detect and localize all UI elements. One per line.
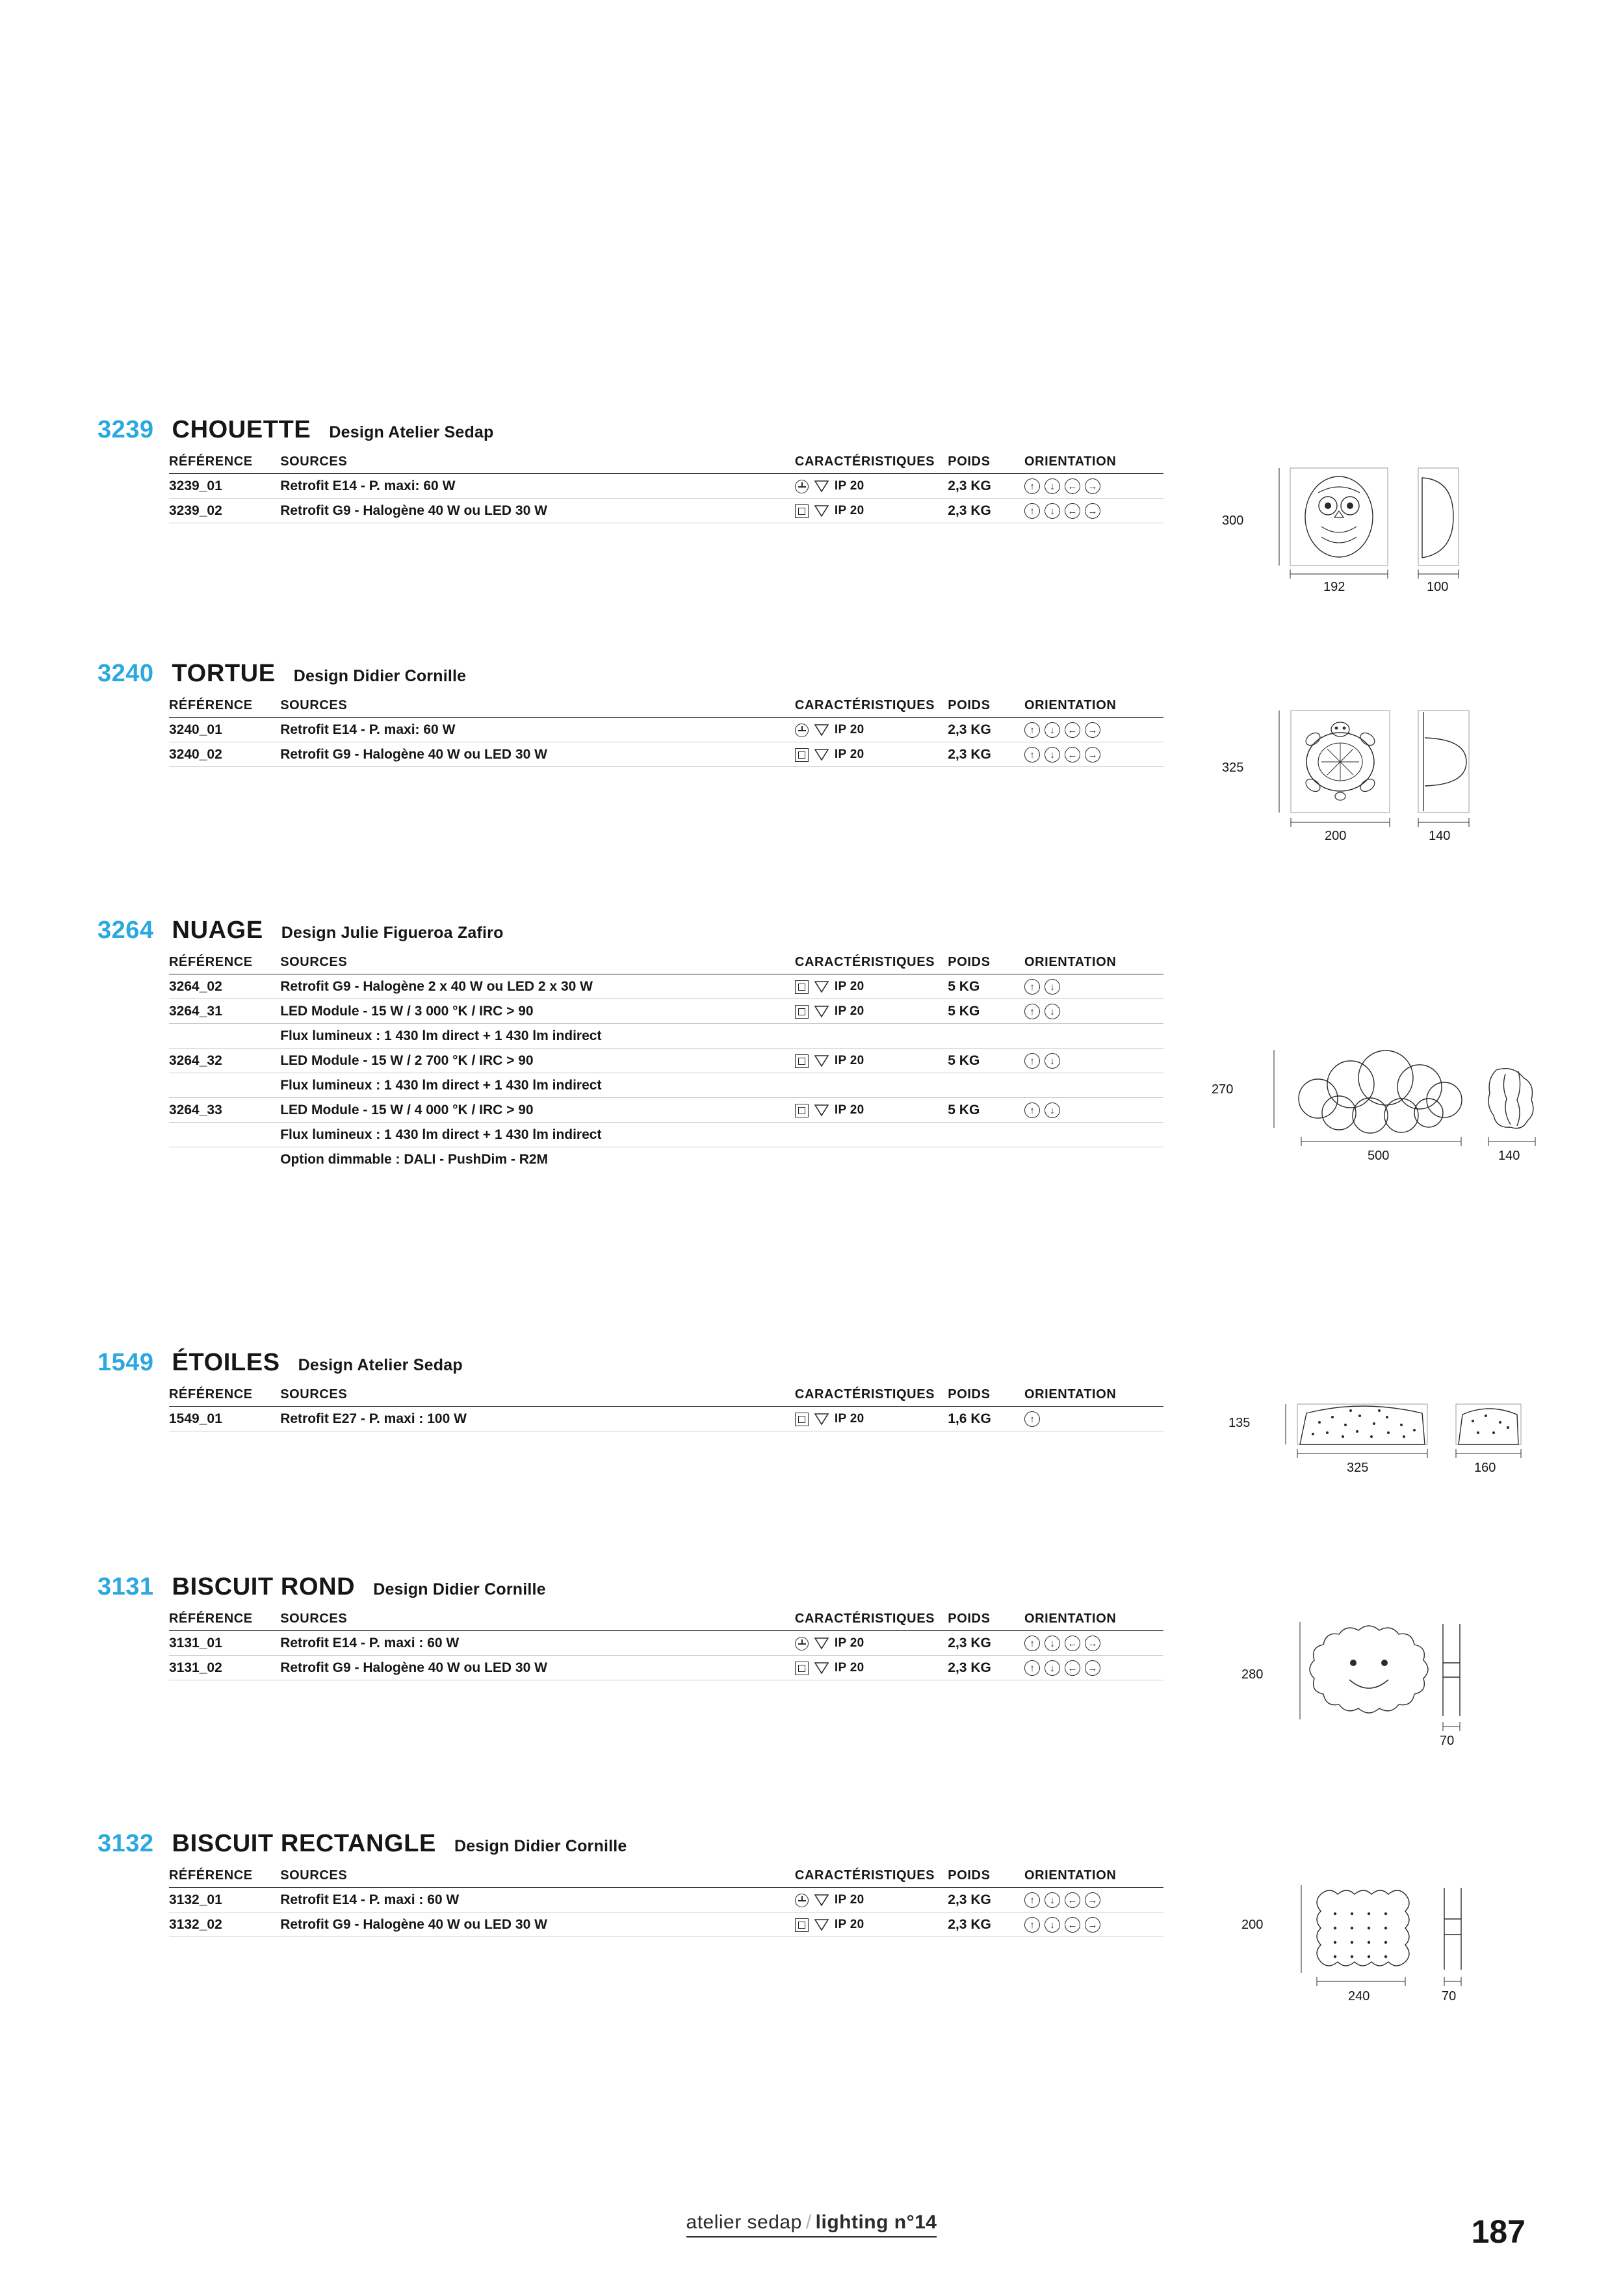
table-row [169, 1098, 1163, 1123]
ip-rating: IP 20 [834, 980, 864, 993]
cell-orientation [1024, 1631, 1163, 1656]
ip-rating: IP 20 [834, 1004, 864, 1018]
col-sources: SOURCES [280, 955, 795, 974]
class2-icon [795, 1918, 809, 1932]
product-code: 3131 [97, 1573, 154, 1600]
technical-drawing-etoiles [1215, 1385, 1579, 1489]
table-row [169, 742, 1163, 767]
col-caracteristiques: CARACTÉRISTIQUES [795, 1611, 948, 1631]
cell-caracteristiques [795, 1073, 948, 1098]
table-header-row [169, 955, 1163, 974]
table-header-row [169, 454, 1163, 474]
earth-class1-icon [795, 724, 809, 737]
cell-caracteristiques [795, 1631, 948, 1656]
cell-source: Retrofit G9 - Halogène 40 W ou LED 30 W [280, 1656, 795, 1680]
cell-reference [169, 1073, 280, 1098]
page-footer [0, 2211, 1623, 2237]
arrow-down-icon: ↓ [1045, 1102, 1060, 1118]
footer-brand-name: atelier sedap [686, 2211, 802, 2233]
arrow-left-icon: ← [1065, 1660, 1080, 1676]
cell-source: LED Module - 15 W / 3 000 °K / IRC > 90 [280, 999, 795, 1024]
cell-source: Retrofit G9 - Halogène 2 x 40 W ou LED 2 x 30 W [280, 974, 795, 999]
cell-reference: 3240_01 [169, 718, 280, 742]
dim-depth: 100 [1427, 580, 1449, 594]
ip-rating: IP 20 [834, 1412, 864, 1426]
cell-source: Retrofit E14 - P. maxi: 60 W [280, 474, 795, 499]
cell-poids: 5 KG [948, 999, 1024, 1024]
arrow-down-icon: ↓ [1045, 1053, 1060, 1069]
earth-class1-icon [795, 1637, 809, 1650]
cell-poids: 5 KG [948, 974, 1024, 999]
cell-caracteristiques [795, 1024, 948, 1049]
cell-poids: 1,6 KG [948, 1407, 1024, 1431]
cell-orientation [1024, 1912, 1163, 1937]
cell-caracteristiques [795, 1123, 948, 1147]
table-row [169, 1912, 1163, 1937]
col-reference: RÉFÉRENCE [169, 1611, 280, 1631]
product-code: 1549 [97, 1349, 154, 1376]
cell-poids: 2,3 KG [948, 474, 1024, 499]
arrow-down-icon: ↓ [1045, 503, 1060, 519]
col-reference: RÉFÉRENCE [169, 1868, 280, 1888]
spec-table [169, 1868, 1163, 1937]
triangle-icon [814, 1662, 829, 1675]
dim-width: 325 [1347, 1461, 1369, 1475]
dim-depth: 70 [1442, 1989, 1457, 2003]
cell-poids: 5 KG [948, 1098, 1024, 1123]
table-row [169, 1073, 1163, 1098]
cell-caracteristiques [795, 1098, 948, 1123]
product-header [97, 1349, 1527, 1377]
table-header-row [169, 1611, 1163, 1631]
arrow-left-icon: ← [1065, 1636, 1080, 1651]
arrow-right-icon: → [1085, 747, 1100, 763]
col-poids: POIDS [948, 1387, 1024, 1407]
cell-poids: 2,3 KG [948, 1631, 1024, 1656]
class2-icon [795, 504, 809, 518]
cell-poids: 2,3 KG [948, 718, 1024, 742]
arrow-left-icon: ← [1065, 722, 1080, 738]
col-orientation: ORIENTATION [1024, 1611, 1163, 1631]
ip-rating: IP 20 [834, 723, 864, 737]
col-caracteristiques: CARACTÉRISTIQUES [795, 454, 948, 474]
table-row [169, 1407, 1163, 1431]
table-row [169, 499, 1163, 523]
arrow-left-icon: ← [1065, 1917, 1080, 1933]
arrow-up-icon: ↑ [1024, 1660, 1040, 1676]
cell-poids: 2,3 KG [948, 1912, 1024, 1937]
triangle-icon [814, 1918, 829, 1931]
table-row [169, 1631, 1163, 1656]
ip-rating: IP 20 [834, 1636, 864, 1650]
dim-height: 135 [1228, 1416, 1251, 1430]
cell-reference: 3264_32 [169, 1049, 280, 1073]
arrow-left-icon: ← [1065, 747, 1080, 763]
spec-table [169, 1387, 1163, 1431]
earth-class1-icon [795, 480, 809, 493]
product-code: 3264 [97, 917, 154, 944]
cell-caracteristiques [795, 742, 948, 767]
cell-orientation [1024, 1888, 1163, 1912]
table-row-note [169, 1147, 1163, 1172]
cell-reference: 3239_01 [169, 474, 280, 499]
table-row [169, 718, 1163, 742]
ip-rating: IP 20 [834, 1893, 864, 1907]
ip-rating: IP 20 [834, 1661, 864, 1675]
col-poids: POIDS [948, 698, 1024, 718]
dim-depth: 70 [1440, 1734, 1455, 1748]
cell-caracteristiques [795, 499, 948, 523]
triangle-icon [814, 980, 829, 993]
product-designer: Design Atelier Sedap [329, 423, 494, 441]
technical-drawing-tortue [1222, 699, 1573, 855]
spec-table [169, 1611, 1163, 1680]
product-name: BISCUIT ROND [172, 1573, 356, 1600]
table-header-row [169, 1868, 1163, 1888]
product-header [97, 660, 1527, 688]
cell-flux-note: Flux lumineux : 1 430 lm direct + 1 430 lm indirect [280, 1024, 795, 1049]
cell-poids: 2,3 KG [948, 499, 1024, 523]
product-code: 3240 [97, 660, 154, 687]
triangle-icon [814, 1054, 829, 1067]
cell-caracteristiques [795, 718, 948, 742]
class2-icon [795, 748, 809, 762]
cell-orientation [1024, 1123, 1163, 1147]
product-code: 3132 [97, 1830, 154, 1857]
col-reference: RÉFÉRENCE [169, 698, 280, 718]
cell-caracteristiques [795, 1147, 948, 1172]
cell-flux-note: Flux lumineux : 1 430 lm direct + 1 430 lm indirect [280, 1123, 795, 1147]
col-poids: POIDS [948, 955, 1024, 974]
cell-source: Retrofit E27 - P. maxi : 100 W [280, 1407, 795, 1431]
ip-rating: IP 20 [834, 1054, 864, 1067]
cell-poids [948, 1123, 1024, 1147]
col-caracteristiques: CARACTÉRISTIQUES [795, 698, 948, 718]
table-row [169, 1024, 1163, 1049]
col-reference: RÉFÉRENCE [169, 454, 280, 474]
arrow-down-icon: ↓ [1045, 478, 1060, 494]
arrow-up-icon: ↑ [1024, 1917, 1040, 1933]
cell-caracteristiques [795, 474, 948, 499]
dim-depth: 140 [1498, 1149, 1520, 1163]
arrow-up-icon: ↑ [1024, 1636, 1040, 1651]
col-sources: SOURCES [280, 1868, 795, 1888]
cell-poids [948, 1073, 1024, 1098]
product-name: NUAGE [172, 917, 263, 944]
triangle-icon [814, 1104, 829, 1117]
cell-caracteristiques [795, 974, 948, 999]
product-header [97, 1573, 1527, 1601]
cell-reference: 3264_33 [169, 1098, 280, 1123]
product-header [97, 416, 1527, 444]
arrow-right-icon: → [1085, 722, 1100, 738]
arrow-up-icon: ↑ [1024, 1411, 1040, 1427]
cell-orientation [1024, 1407, 1163, 1431]
cell-poids: 2,3 KG [948, 1888, 1024, 1912]
triangle-icon [814, 748, 829, 761]
cell-reference: 3264_31 [169, 999, 280, 1024]
col-poids: POIDS [948, 454, 1024, 474]
technical-drawing-nuage [1202, 1014, 1579, 1183]
arrow-down-icon: ↓ [1045, 1917, 1060, 1933]
arrow-up-icon: ↑ [1024, 722, 1040, 738]
footer-separator: / [805, 2211, 812, 2233]
arrow-down-icon: ↓ [1045, 1660, 1060, 1676]
cell-orientation [1024, 1024, 1163, 1049]
arrow-down-icon: ↓ [1045, 722, 1060, 738]
cell-caracteristiques [795, 1912, 948, 1937]
cell-caracteristiques [795, 1407, 948, 1431]
cell-source: Retrofit G9 - Halogène 40 W ou LED 30 W [280, 1912, 795, 1937]
arrow-right-icon: → [1085, 478, 1100, 494]
cell-orientation [1024, 974, 1163, 999]
col-caracteristiques: CARACTÉRISTIQUES [795, 955, 948, 974]
cell-reference: 1549_01 [169, 1407, 280, 1431]
arrow-down-icon: ↓ [1045, 979, 1060, 995]
arrow-up-icon: ↑ [1024, 1004, 1040, 1019]
cell-reference [169, 1024, 280, 1049]
table-row [169, 1656, 1163, 1680]
spec-table [169, 698, 1163, 767]
triangle-icon [814, 1413, 829, 1426]
col-caracteristiques: CARACTÉRISTIQUES [795, 1387, 948, 1407]
cell-poids: 5 KG [948, 1049, 1024, 1073]
arrow-up-icon: ↑ [1024, 478, 1040, 494]
cell-poids [948, 1024, 1024, 1049]
table-row [169, 474, 1163, 499]
cell-poids: 2,3 KG [948, 742, 1024, 767]
dim-width: 192 [1323, 580, 1345, 594]
cell-reference-empty [169, 1147, 280, 1172]
ip-rating: IP 20 [834, 748, 864, 761]
product-designer: Design Atelier Sedap [298, 1356, 463, 1374]
arrow-right-icon: → [1085, 1892, 1100, 1908]
cell-orientation [1024, 1656, 1163, 1680]
dimmable-note: Option dimmable : DALI - PushDim - R2M [280, 1152, 549, 1167]
col-sources: SOURCES [280, 1387, 795, 1407]
spec-table [169, 454, 1163, 523]
product-name: TORTUE [172, 660, 276, 687]
arrow-right-icon: → [1085, 1917, 1100, 1933]
ip-rating: IP 20 [834, 1103, 864, 1117]
cell-source: LED Module - 15 W / 2 700 °K / IRC > 90 [280, 1049, 795, 1073]
col-orientation: ORIENTATION [1024, 955, 1163, 974]
col-orientation: ORIENTATION [1024, 1868, 1163, 1888]
arrow-down-icon: ↓ [1045, 1004, 1060, 1019]
cell-poids: 2,3 KG [948, 1656, 1024, 1680]
cell-reference: 3132_01 [169, 1888, 280, 1912]
col-reference: RÉFÉRENCE [169, 1387, 280, 1407]
triangle-icon [814, 480, 829, 493]
triangle-icon [814, 1005, 829, 1018]
cell-source: Retrofit E14 - P. maxi : 60 W [280, 1631, 795, 1656]
product-header [97, 1830, 1527, 1858]
dim-width: 240 [1348, 1989, 1370, 2003]
arrow-up-icon: ↑ [1024, 1892, 1040, 1908]
earth-class1-icon [795, 1894, 809, 1907]
col-poids: POIDS [948, 1611, 1024, 1631]
cell-orientation [1024, 718, 1163, 742]
triangle-icon [814, 724, 829, 737]
product-header [97, 917, 1527, 945]
col-reference: RÉFÉRENCE [169, 955, 280, 974]
class2-icon [795, 1662, 809, 1675]
dim-width: 500 [1368, 1149, 1390, 1163]
triangle-icon [814, 504, 829, 517]
cell-orientation [1024, 474, 1163, 499]
class2-icon [795, 980, 809, 994]
spec-table [169, 955, 1163, 1171]
cell-orientation [1024, 499, 1163, 523]
arrow-right-icon: → [1085, 1636, 1100, 1651]
arrow-left-icon: ← [1065, 478, 1080, 494]
product-designer: Design Julie Figueroa Zafiro [281, 924, 504, 942]
cell-orientation [1024, 1147, 1163, 1172]
arrow-up-icon: ↑ [1024, 747, 1040, 763]
class2-icon [795, 1104, 809, 1117]
arrow-up-icon: ↑ [1024, 503, 1040, 519]
footer-brand [686, 2211, 937, 2237]
cell-reference: 3240_02 [169, 742, 280, 767]
table-row [169, 1888, 1163, 1912]
footer-catalog: lighting n°14 [815, 2211, 937, 2233]
dim-height: 300 [1222, 514, 1244, 528]
col-sources: SOURCES [280, 454, 795, 474]
technical-drawing-biscuit-rectangle [1228, 1866, 1579, 2028]
cell-caracteristiques [795, 1049, 948, 1073]
triangle-icon [814, 1894, 829, 1907]
product-name: BISCUIT RECTANGLE [172, 1830, 436, 1857]
col-sources: SOURCES [280, 698, 795, 718]
dim-depth: 160 [1474, 1461, 1496, 1475]
cell-orientation [1024, 1073, 1163, 1098]
dim-width: 200 [1325, 829, 1347, 843]
technical-drawing-chouette [1222, 455, 1573, 605]
product-designer: Design Didier Cornille [293, 667, 467, 685]
cell-reference: 3131_01 [169, 1631, 280, 1656]
cell-source: Retrofit G9 - Halogène 40 W ou LED 30 W [280, 742, 795, 767]
cell-orientation [1024, 1098, 1163, 1123]
cell-orientation [1024, 742, 1163, 767]
class2-icon [795, 1054, 809, 1068]
cell-orientation [1024, 1049, 1163, 1073]
col-caracteristiques: CARACTÉRISTIQUES [795, 1868, 948, 1888]
arrow-left-icon: ← [1065, 503, 1080, 519]
cell-caracteristiques [795, 1656, 948, 1680]
cell-reference: 3131_02 [169, 1656, 280, 1680]
ip-rating: IP 20 [834, 479, 864, 493]
product-code: 3239 [97, 416, 154, 443]
product-designer: Design Didier Cornille [454, 1837, 627, 1855]
col-orientation: ORIENTATION [1024, 698, 1163, 718]
triangle-icon [814, 1637, 829, 1650]
cell-source: Retrofit E14 - P. maxi : 60 W [280, 1888, 795, 1912]
table-row [169, 974, 1163, 999]
table-header-row [169, 1387, 1163, 1407]
table-row [169, 1123, 1163, 1147]
cell-reference: 3264_02 [169, 974, 280, 999]
table-row [169, 999, 1163, 1024]
class2-icon [795, 1413, 809, 1426]
col-sources: SOURCES [280, 1611, 795, 1631]
cell-source: Retrofit E14 - P. maxi: 60 W [280, 718, 795, 742]
arrow-up-icon: ↑ [1024, 1053, 1040, 1069]
dim-depth: 140 [1429, 829, 1451, 843]
product-name: ÉTOILES [172, 1349, 280, 1376]
dim-height: 280 [1241, 1667, 1264, 1682]
arrow-up-icon: ↑ [1024, 979, 1040, 995]
col-orientation: ORIENTATION [1024, 1387, 1163, 1407]
table-header-row [169, 698, 1163, 718]
dim-height: 325 [1222, 761, 1244, 775]
cell-orientation [1024, 999, 1163, 1024]
class2-icon [795, 1005, 809, 1019]
cell-reference: 3239_02 [169, 499, 280, 523]
arrow-down-icon: ↓ [1045, 747, 1060, 763]
cell-source: LED Module - 15 W / 4 000 °K / IRC > 90 [280, 1098, 795, 1123]
col-orientation: ORIENTATION [1024, 454, 1163, 474]
arrow-down-icon: ↓ [1045, 1636, 1060, 1651]
arrow-left-icon: ← [1065, 1892, 1080, 1908]
arrow-right-icon: → [1085, 503, 1100, 519]
cell-caracteristiques [795, 1888, 948, 1912]
col-poids: POIDS [948, 1868, 1024, 1888]
dim-height: 200 [1241, 1918, 1264, 1932]
arrow-right-icon: → [1085, 1660, 1100, 1676]
cell-reference [169, 1123, 280, 1147]
ip-rating: IP 20 [834, 504, 864, 517]
arrow-down-icon: ↓ [1045, 1892, 1060, 1908]
cell-flux-note: Flux lumineux : 1 430 lm direct + 1 430 lm indirect [280, 1073, 795, 1098]
dim-height: 270 [1212, 1082, 1234, 1097]
product-name: CHOUETTE [172, 416, 311, 443]
cell-caracteristiques [795, 999, 948, 1024]
cell-source: Retrofit G9 - Halogène 40 W ou LED 30 W [280, 499, 795, 523]
ip-rating: IP 20 [834, 1918, 864, 1931]
page-number: 187 [1471, 2213, 1526, 2250]
cell-reference: 3132_02 [169, 1912, 280, 1937]
cell-poids [948, 1147, 1024, 1172]
arrow-up-icon: ↑ [1024, 1102, 1040, 1118]
table-row [169, 1049, 1163, 1073]
technical-drawing-biscuit-rond [1228, 1599, 1579, 1762]
product-designer: Design Didier Cornille [373, 1580, 546, 1598]
